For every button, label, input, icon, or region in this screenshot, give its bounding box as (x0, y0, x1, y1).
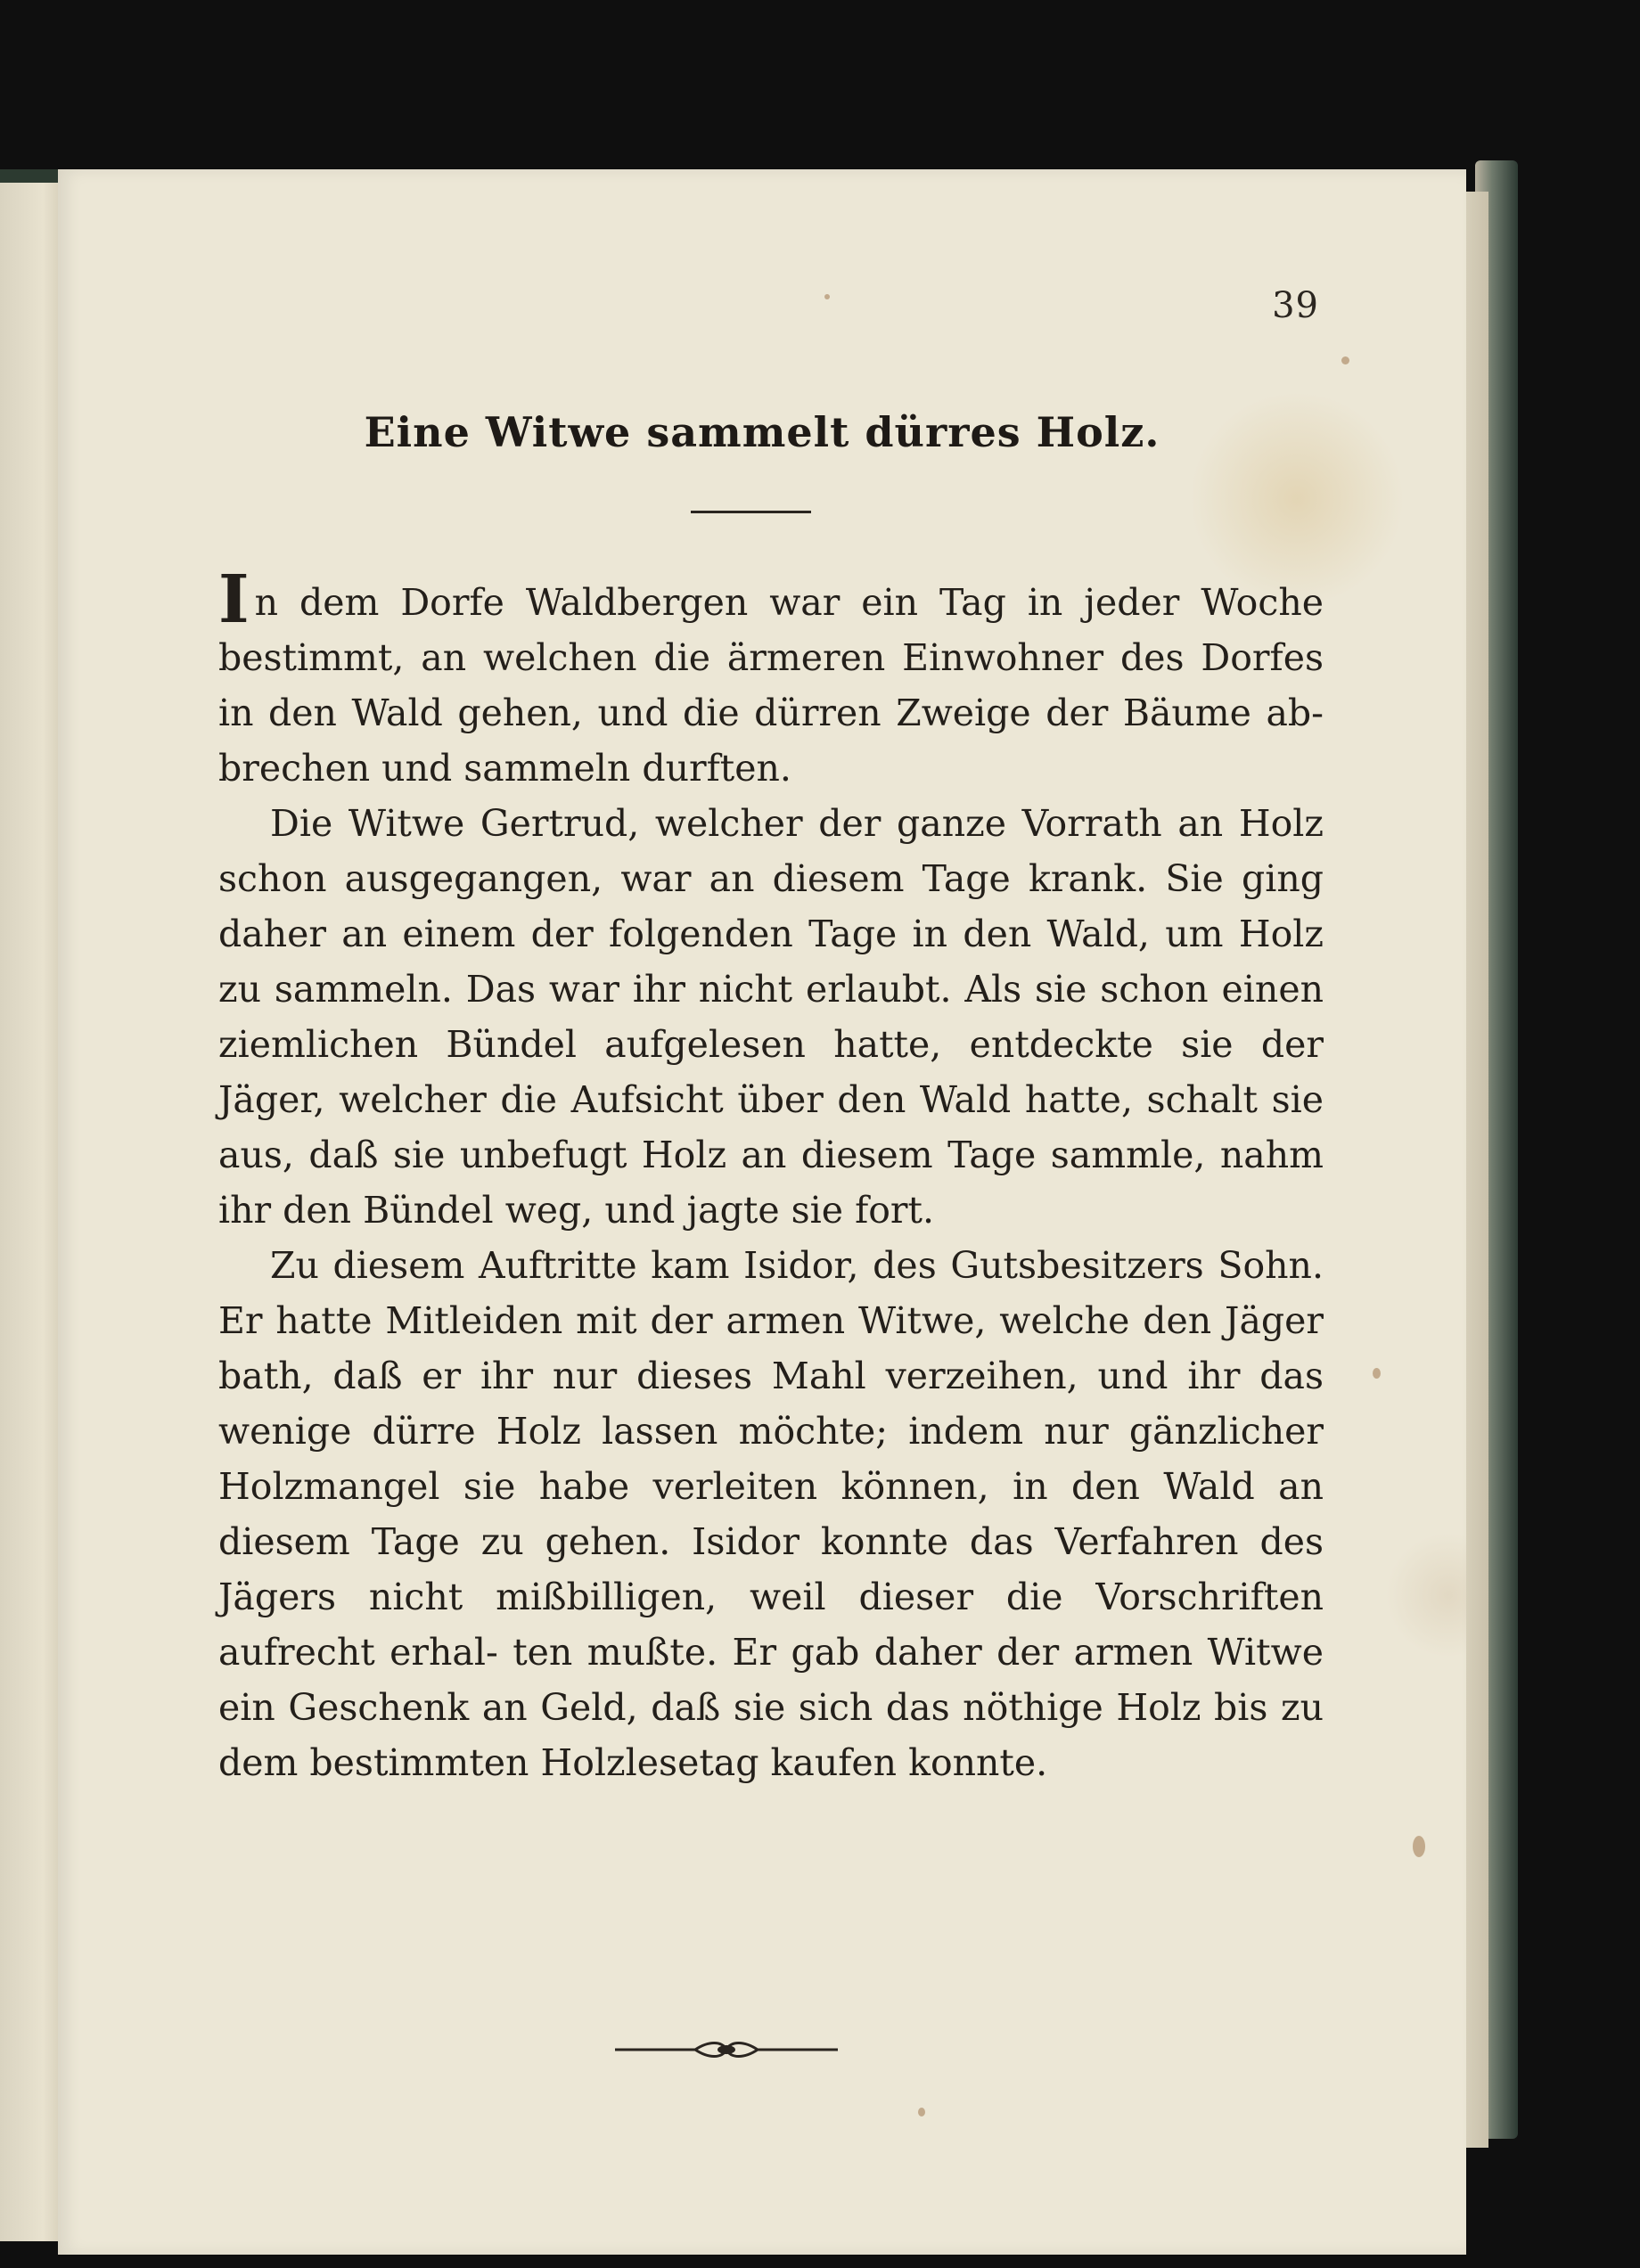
paragraph-2: Die Witwe Gertrud, welcher der ganze Vorrath an Holz schon ausgegangen, war an diesem Tage krank. Sie ging daher an einem der folgenden Tage in den Wald, um Holz zu sammeln. Das war ihr nicht erlaubt. Als sie schon einen ziemlichen Bündel aufgelesen hatte, entdeckte sie der Jäger, welcher die Aufsicht über den Wald hatte, schalt sie aus, daß sie unbefugt Holz an diesem Tage sammle, nahm ihr den Bündel weg, und jagte sie fort. (218, 802, 1324, 1232)
paper-spot (918, 2108, 925, 2117)
paragraph-3: Zu diesem Auftritte kam Isidor, des Gutsbesitzers Sohn. Er hatte Mitleiden mit der armen Witwe, welche den Jäger bath, daß er ihr nur dieses Mahl verzeihen, und ihr das wenige dürre Holz lassen möchte; indem nur gänzlicher Holzmangel sie habe verleiten können, in den Wald an diesem Tage zu gehen. Isidor konnte das Verfahren des Jägers nicht mißbilligen, weil dieser die Vorschriften aufrecht erhal- ten mußte. Er gab daher der armen Witwe ein Geschenk an Geld, daß sie sich das nöthige Holz bis zu dem bestimmten Holzlesetag kaufen konnte. (218, 1244, 1324, 1784)
book-page (58, 169, 1466, 2255)
paper-spot (824, 294, 830, 299)
paper-spot (1341, 356, 1349, 364)
paper-spot (1413, 1836, 1425, 1857)
paragraph-1-text: n dem Dorfe Waldbergen war ein Tag in jeder Woche bestimmt, an welchen die ärmeren Einwohner des Dorfes in den Wald gehen, und die dürren Zweige der Bäume ab- brechen und sammeln durften. (218, 581, 1324, 790)
heading-rule (691, 511, 811, 513)
chapter-heading: Eine Witwe sammelt dürres Holz. (364, 408, 1160, 456)
drop-cap: I (218, 561, 250, 638)
body-text (218, 561, 1324, 1790)
end-ornament (611, 2036, 842, 2063)
paper-spot (1373, 1368, 1381, 1379)
page-number: 39 (1272, 285, 1319, 326)
paragraph-1 (218, 561, 1324, 796)
